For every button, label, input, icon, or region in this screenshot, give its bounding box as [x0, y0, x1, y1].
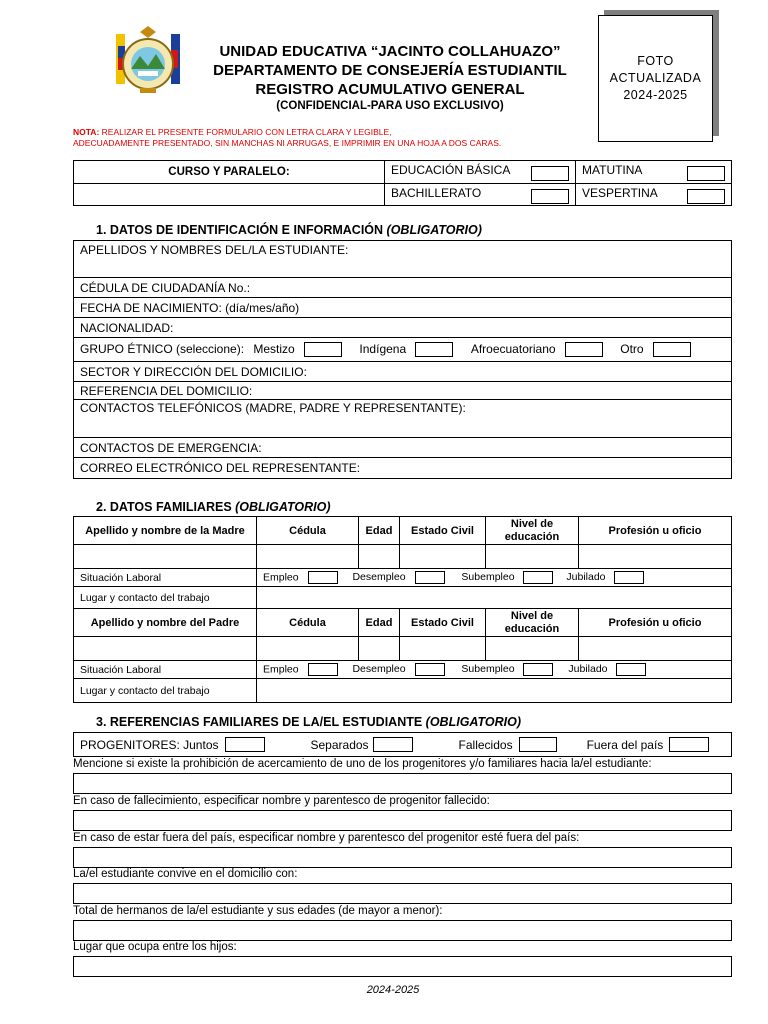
padre-edad-header: Edad	[359, 609, 400, 637]
madre-civil-input[interactable]	[400, 545, 486, 569]
madre-situacion-label: Situación Laboral	[74, 569, 257, 587]
section-1-title	[96, 223, 482, 237]
school-crest-icon	[110, 24, 186, 100]
padre-desempleo-checkbox[interactable]	[415, 663, 445, 676]
photo-label-year: 2024-2025	[623, 88, 688, 102]
contactos-label: CONTACTOS TELEFÓNICOS (MADRE, PADRE Y REPRESENTANTE):	[80, 401, 466, 415]
basica-checkbox[interactable]	[531, 166, 569, 181]
section-2-obligatorio: (OBLIGATORIO)	[235, 500, 331, 514]
separados-checkbox[interactable]	[373, 737, 413, 752]
convive-input[interactable]	[73, 883, 732, 904]
school-name: UNIDAD EDUCATIVA “JACINTO COLLAHUAZO”	[219, 43, 561, 60]
madre-desempleo-label: Desempleo	[352, 571, 406, 584]
sector-field[interactable]	[74, 362, 732, 382]
madre-edad-input[interactable]	[359, 545, 400, 569]
padre-empleo-label: Empleo	[263, 663, 299, 676]
course-input[interactable]	[74, 184, 385, 206]
juntos-checkbox[interactable]	[225, 737, 265, 752]
madre-empleo-checkbox[interactable]	[308, 571, 338, 584]
afro-checkbox[interactable]	[565, 342, 603, 357]
madre-lugar-input[interactable]	[257, 587, 732, 609]
grupo-etnico-row	[74, 338, 732, 362]
progenitores-label: PROGENITORES: Juntos	[80, 737, 219, 752]
note-text	[73, 127, 593, 149]
madre-situacion-options	[257, 569, 732, 587]
madre-jubilado-checkbox[interactable]	[614, 571, 644, 584]
section-1-obligatorio: (OBLIGATORIO)	[386, 223, 482, 237]
padre-desempleo-label: Desempleo	[352, 663, 406, 676]
fuera-pais-label: En caso de estar fuera del país, especificar nombre y parentesco del progenitor esté fuera del país:	[73, 832, 580, 844]
mestizo-checkbox[interactable]	[304, 342, 342, 357]
padre-header: Apellido y nombre del Padre	[74, 609, 257, 637]
indigena-label: Indígena	[359, 341, 407, 356]
padre-cedula-header: Cédula	[257, 609, 359, 637]
photo-label: FOTO	[637, 54, 674, 68]
vespertina-checkbox[interactable]	[687, 189, 725, 204]
correo-field[interactable]	[74, 458, 732, 479]
fallecidos-label: Fallecidos	[458, 737, 513, 752]
bachillerato-label: BACHILLERATO	[391, 185, 482, 200]
referencia-field[interactable]	[74, 382, 732, 400]
section-3-obligatorio: (OBLIGATORIO)	[425, 715, 522, 729]
hermanos-label: Total de hermanos de la/el estudiante y sus edades (de mayor a menor):	[73, 905, 443, 917]
fallecimiento-input[interactable]	[73, 810, 732, 831]
photo-box	[598, 15, 713, 142]
identification-table	[73, 240, 732, 479]
separados-label: Separados	[310, 737, 369, 752]
section-3-title-text: 3. REFERENCIAS FAMILIARES DE LA/EL ESTUDIANTE	[96, 715, 426, 729]
section-2-title-text: 2. DATOS FAMILIARES	[96, 500, 236, 514]
madre-subempleo-checkbox[interactable]	[523, 571, 553, 584]
indigena-checkbox[interactable]	[415, 342, 453, 357]
padre-subempleo-checkbox[interactable]	[523, 663, 553, 676]
prohibicion-label: Mencione si existe la prohibición de acercamiento de uno de los progenitores y/o familiares hacia la/el estudiante:	[73, 758, 652, 770]
madre-jubilado-label: Jubilado	[566, 571, 606, 584]
course-label: CURSO Y PARALELO:	[74, 161, 385, 184]
lugar-hijos-label: Lugar que ocupa entre los hijos:	[73, 941, 237, 953]
lugar-hijos-input[interactable]	[73, 956, 732, 977]
cedula-field[interactable]	[74, 278, 732, 298]
madre-cedula-header: Cédula	[257, 517, 359, 545]
padre-civil-input[interactable]	[400, 637, 486, 661]
prohibicion-input[interactable]	[73, 773, 732, 794]
emergencia-field[interactable]	[74, 438, 732, 458]
padre-empleo-checkbox[interactable]	[308, 663, 338, 676]
matutina-label: MATUTINA	[582, 163, 643, 177]
confidential-note: (CONFIDENCIAL-PARA USO EXCLUSIVO)	[276, 100, 504, 112]
fallecimiento-label: En caso de fallecimiento, especificar nombre y parentesco de progenitor fallecido:	[73, 795, 490, 807]
correo-label: CORREO ELECTRÓNICO DEL REPRESENTANTE:	[80, 461, 361, 475]
matutina-cell	[576, 161, 732, 184]
padre-profesion-header: Profesión u oficio	[579, 609, 732, 637]
photo-label-updated: ACTUALIZADA	[609, 71, 702, 85]
madre-subempleo-label: Subempleo	[461, 571, 515, 584]
madre-civil-header: Estado Civil	[400, 517, 486, 545]
padre-cedula-input[interactable]	[257, 637, 359, 661]
padre-subempleo-label: Subempleo	[461, 663, 515, 676]
vespertina-label: VESPERTINA	[582, 185, 658, 200]
otro-label: Otro	[620, 341, 644, 356]
section-2-title	[96, 500, 331, 514]
convive-label: La/el estudiante convive en el domicilio con:	[73, 868, 298, 880]
padre-lugar-input[interactable]	[257, 679, 732, 703]
progenitores-row	[73, 732, 732, 757]
form-title: REGISTRO ACUMULATIVO GENERAL	[255, 81, 525, 98]
form-header	[190, 42, 590, 114]
department-name: DEPARTAMENTO DE CONSEJERÍA ESTUDIANTIL	[213, 62, 567, 79]
nacionalidad-field[interactable]	[74, 318, 732, 338]
madre-profesion-header: Profesión u oficio	[579, 517, 732, 545]
contactos-field[interactable]	[74, 400, 732, 438]
section-3-title	[96, 715, 521, 729]
padre-situacion-label: Situación Laboral	[74, 661, 257, 679]
madre-header: Apellido y nombre de la Madre	[74, 517, 257, 545]
fuera-label: Fuera del país	[586, 737, 664, 752]
bachillerato-checkbox[interactable]	[531, 189, 569, 204]
fallecidos-checkbox[interactable]	[519, 737, 557, 752]
fuera-pais-input[interactable]	[73, 847, 732, 868]
fuera-checkbox[interactable]	[669, 737, 709, 752]
padre-edad-input[interactable]	[359, 637, 400, 661]
hermanos-input[interactable]	[73, 920, 732, 941]
course-table	[73, 160, 732, 206]
fecha-field[interactable]	[74, 298, 732, 318]
madre-nombre-input[interactable]	[74, 545, 257, 569]
otro-checkbox[interactable]	[653, 342, 691, 357]
madre-edad-header: Edad	[359, 517, 400, 545]
nacionalidad-label: NACIONALIDAD:	[80, 320, 174, 335]
note-label: NOTA:	[73, 127, 100, 137]
padre-profesion-input[interactable]	[579, 637, 732, 661]
vespertina-cell	[576, 184, 732, 206]
madre-nivel-input[interactable]	[486, 545, 579, 569]
fecha-label: FECHA DE NACIMIENTO: (día/mes/año)	[80, 300, 300, 315]
apellidos-field[interactable]	[74, 241, 732, 278]
madre-nivel-header: Nivel de educación	[486, 517, 579, 545]
padre-jubilado-checkbox[interactable]	[616, 663, 646, 676]
afro-label: Afroecuatoriano	[470, 341, 556, 356]
note-line2: ADECUADAMENTE PRESENTADO, SIN MANCHAS NI ARRUGAS, E IMPRIMIR EN UNA HOJA A DOS CARAS.	[73, 138, 502, 148]
apellidos-label: APELLIDOS Y NOMBRES DEL/LA ESTUDIANTE:	[80, 243, 349, 257]
note-line1: REALIZAR EL PRESENTE FORMULARIO CON LETRA CLARA Y LEGIBLE,	[99, 127, 392, 137]
padre-jubilado-label: Jubilado	[568, 663, 608, 676]
family-table	[73, 516, 732, 703]
basica-label: EDUCACIÓN BÁSICA	[391, 163, 511, 177]
cedula-label: CÉDULA DE CIUDADANÍA No.:	[80, 280, 251, 295]
basica-cell	[385, 161, 576, 184]
sector-label: SECTOR Y DIRECCIÓN DEL DOMICILIO:	[80, 364, 307, 379]
madre-cedula-input[interactable]	[257, 545, 359, 569]
bachillerato-cell	[385, 184, 576, 206]
grupo-label: GRUPO ÉTNICO (seleccione):	[80, 341, 245, 356]
padre-situacion-options	[257, 661, 732, 679]
padre-civil-header: Estado Civil	[400, 609, 486, 637]
referencia-label: REFERENCIA DEL DOMICILIO:	[80, 383, 253, 398]
padre-nivel-input[interactable]	[486, 637, 579, 661]
matutina-checkbox[interactable]	[687, 166, 725, 181]
section-1-title-text: 1. DATOS DE IDENTIFICACIÓN E INFORMACIÓN	[96, 223, 387, 237]
madre-lugar-label: Lugar y contacto del trabajo	[74, 587, 257, 609]
footer-year: 2024-2025	[366, 984, 420, 996]
padre-lugar-label: Lugar y contacto del trabajo	[74, 679, 257, 703]
madre-empleo-label: Empleo	[263, 571, 299, 584]
madre-profesion-input[interactable]	[579, 545, 732, 569]
mestizo-label: Mestizo	[253, 341, 295, 356]
padre-nombre-input[interactable]	[74, 637, 257, 661]
madre-desempleo-checkbox[interactable]	[415, 571, 445, 584]
emergencia-label: CONTACTOS DE EMERGENCIA:	[80, 440, 262, 455]
padre-nivel-header: Nivel de educación	[486, 609, 579, 637]
